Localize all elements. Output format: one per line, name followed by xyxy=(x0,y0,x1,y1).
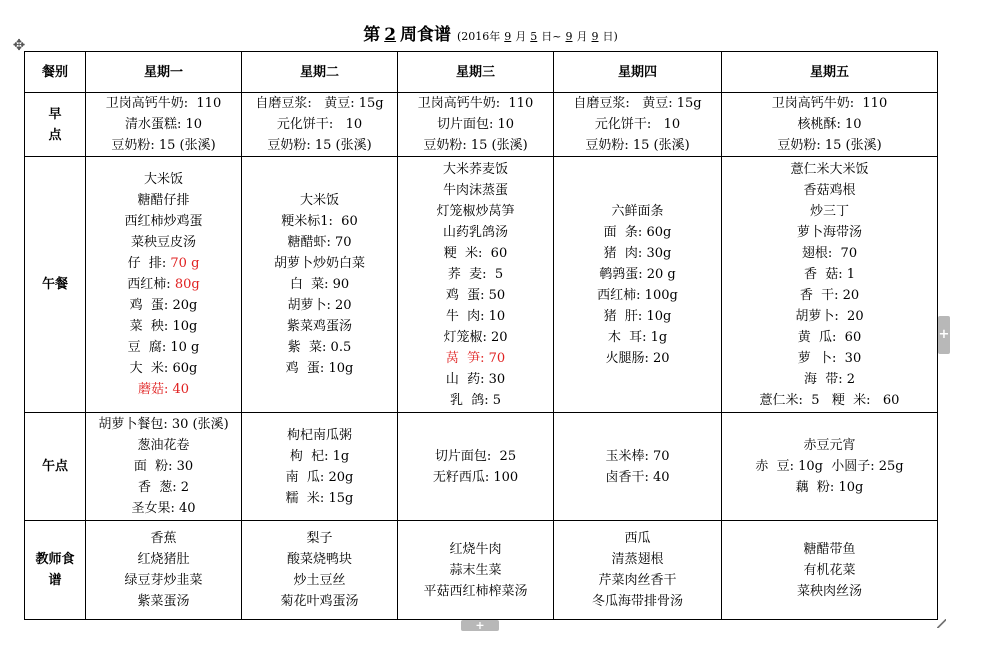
row-label-text: 午餐 xyxy=(41,277,68,292)
menu-item: 豆 腐: 10 g xyxy=(127,340,200,355)
menu-item: 粳米标1: 60 xyxy=(281,214,358,229)
row-label xyxy=(25,93,86,157)
menu-item: 灯笼椒炒莴笋 xyxy=(436,203,515,219)
menu-item: 无籽西瓜: 100 xyxy=(432,469,519,485)
menu-cell[interactable] xyxy=(398,157,554,413)
menu-item: 胡萝卜: 20 xyxy=(795,308,864,324)
add-row-button[interactable] xyxy=(461,620,499,631)
menu-item: 切片面包: 10 xyxy=(436,117,515,132)
menu-item: 南 瓜: 20g xyxy=(285,469,354,485)
menu-item: 卤香干: 40 xyxy=(605,469,670,485)
menu-item: 元化饼干: 10 xyxy=(276,117,363,132)
menu-item: 平菇西红柿榨菜汤 xyxy=(423,583,528,599)
menu-item: 大 米: 60g xyxy=(129,361,198,376)
menu-item: 豆奶粉: 15 (张溪) xyxy=(111,138,216,153)
menu-cell[interactable] xyxy=(86,521,242,620)
menu-item: 薏仁米: 5 粳 米: 60 xyxy=(759,392,900,408)
menu-item: 六鲜面条 xyxy=(611,203,664,219)
plus-icon: + xyxy=(475,619,485,632)
menu-cell[interactable] xyxy=(86,93,242,157)
menu-item: 西瓜 xyxy=(624,531,651,546)
menu-item: 炒三丁 xyxy=(809,203,849,219)
menu-item: 豆奶粉: 15 (张溪) xyxy=(423,138,528,153)
meal-header: 餐别 xyxy=(25,52,86,93)
menu-item: 酸菜烧鸭块 xyxy=(286,552,352,567)
day-header-fri: 星期五 xyxy=(722,52,938,93)
row-lunch xyxy=(25,157,938,413)
menu-item: 卫岗高钙牛奶: 110 xyxy=(105,96,222,111)
end-day-sep: 日) xyxy=(602,30,618,43)
row-label-text: 谱 xyxy=(48,573,62,588)
row-label xyxy=(25,521,86,620)
menu-item: 藕 粉: 10g xyxy=(795,480,864,495)
menu-item: 红烧牛肉 xyxy=(449,541,502,557)
menu-item: 葱油花卷 xyxy=(137,438,190,453)
menu-item: 猪 肉: 30g xyxy=(603,245,672,261)
menu-item: 卫岗高钙牛奶: 110 xyxy=(417,96,534,111)
menu-item: 清蒸翅根 xyxy=(611,552,664,567)
menu-item: 白 菜: 90 xyxy=(289,277,350,292)
menu-item: 鹌鹑蛋: 20 g xyxy=(599,266,676,282)
menu-item: 乳 鸽: 5 xyxy=(449,392,502,408)
menu-item: 山 药: 30 xyxy=(445,371,506,387)
menu-item: 赤 豆: 10g 小圆子: 25g xyxy=(755,459,904,474)
menu-item: 火腿肠: 20 xyxy=(605,350,670,366)
menu-cell[interactable] xyxy=(242,521,398,620)
menu-item: 山药乳鸽汤 xyxy=(442,224,508,240)
menu-item: 紫菜鸡蛋汤 xyxy=(286,319,352,334)
menu-item: 红烧猪肚 xyxy=(137,552,190,567)
menu-item: 荞 麦: 5 xyxy=(447,266,504,282)
menu-cell[interactable] xyxy=(554,157,722,413)
menu-item: 香 葱: 2 xyxy=(137,480,190,495)
header-row xyxy=(25,52,938,93)
menu-cell[interactable] xyxy=(86,157,242,413)
year-label: (2016年 xyxy=(456,30,501,43)
menu-item: 胡萝卜炒奶白菜 xyxy=(273,256,365,271)
menu-item: 菜 秧: 10g xyxy=(129,319,198,334)
menu-item: 薏仁米大米饭 xyxy=(790,161,869,177)
menu-item: 翅根: 70 xyxy=(801,245,858,261)
menu-item: 豆奶粉: 15 (张溪) xyxy=(267,138,372,153)
menu-cell[interactable] xyxy=(398,521,554,620)
menu-item: 有机花菜 xyxy=(803,562,856,578)
row-label xyxy=(25,413,86,521)
menu-item: 胡萝卜: 20 xyxy=(287,298,352,313)
menu-item: 牛肉沫蒸蛋 xyxy=(442,182,508,198)
menu-item: 紫 菜: 0.5 xyxy=(287,340,352,355)
menu-cell[interactable] xyxy=(398,93,554,157)
menu-item: 西红柿: 100g xyxy=(597,287,678,303)
menu-item: 猪 肝: 10g xyxy=(603,308,672,324)
start-month: 9 xyxy=(504,30,512,43)
menu-item: 核桃酥: 10 xyxy=(797,117,862,132)
menu-cell[interactable] xyxy=(554,413,722,521)
menu-item: 大米荞麦饭 xyxy=(442,161,508,177)
menu-item: 黄 瓜: 60 xyxy=(797,329,862,345)
menu-item: 自磨豆浆: 黄豆: 15g xyxy=(573,96,702,111)
menu-item: 莴 笋: 70 xyxy=(445,350,506,366)
menu-cell[interactable] xyxy=(242,157,398,413)
day-header-tue: 星期二 xyxy=(242,52,398,93)
menu-item: 菜秧肉丝汤 xyxy=(796,583,862,599)
menu-item: 仔 排: 70 g xyxy=(127,256,200,271)
menu-item: 菊花叶鸡蛋汤 xyxy=(280,594,359,609)
menu-cell[interactable] xyxy=(554,93,722,157)
row-label-text: 点 xyxy=(48,127,62,143)
end-day: 9 xyxy=(591,30,599,43)
menu-cell[interactable] xyxy=(722,521,938,620)
menu-item: 鸡 蛋: 20g xyxy=(129,298,198,313)
start-day-sep: 日~ xyxy=(541,30,562,43)
menu-item: 元化饼干: 10 xyxy=(594,117,681,132)
menu-item: 鸡 蛋: 10g xyxy=(285,361,354,376)
menu-item: 大米饭 xyxy=(143,172,183,187)
menu-cell[interactable] xyxy=(242,93,398,157)
menu-item: 冬瓜海带排骨汤 xyxy=(591,594,683,609)
menu-item: 粳 米: 60 xyxy=(443,245,508,261)
plus-icon: + xyxy=(938,327,950,342)
date-range xyxy=(457,30,618,43)
menu-item: 萝卜海带汤 xyxy=(796,224,862,240)
start-day: 5 xyxy=(530,30,538,43)
menu-item: 海 带: 2 xyxy=(803,371,856,387)
menu-item: 木 耳: 1g xyxy=(607,329,668,345)
move-arrows-icon[interactable]: ✥ xyxy=(12,36,26,54)
title-prefix: 第 xyxy=(363,25,381,45)
menu-item: 鸡 蛋: 50 xyxy=(445,287,506,303)
page-title xyxy=(0,20,981,45)
menu-item: 梨子 xyxy=(306,531,333,546)
menu-item: 胡萝卜餐包: 30 (张溪) xyxy=(98,417,229,432)
menu-cell[interactable] xyxy=(722,157,938,413)
menu-cell[interactable] xyxy=(722,93,938,157)
menu-item: 枸杞南瓜粥 xyxy=(286,427,352,443)
menu-cell[interactable] xyxy=(86,413,242,521)
menu-item: 清水蛋糕: 10 xyxy=(124,117,203,132)
menu-item: 枸 杞: 1g xyxy=(289,448,350,464)
menu-item: 香蕉 xyxy=(150,531,177,546)
menu-item: 糖醋虾: 70 xyxy=(287,235,352,250)
menu-item: 绿豆芽炒韭菜 xyxy=(124,573,203,588)
title-suffix: 周食谱 xyxy=(400,25,452,45)
menu-cell[interactable] xyxy=(554,521,722,620)
menu-item: 自磨豆浆: 黄豆: 15g xyxy=(255,96,384,111)
menu-item: 切片面包: 25 xyxy=(434,448,517,464)
menu-item: 蒜末生菜 xyxy=(449,562,502,578)
end-month: 9 xyxy=(565,30,573,43)
menu-item: 西红柿炒鸡蛋 xyxy=(124,214,203,229)
day-header-mon: 星期一 xyxy=(86,52,242,93)
menu-cell[interactable] xyxy=(722,413,938,521)
menu-item: 卫岗高钙牛奶: 110 xyxy=(771,96,888,111)
menu-item: 面 粉: 30 xyxy=(133,459,194,474)
row-teacher xyxy=(25,521,938,620)
add-column-button[interactable] xyxy=(938,316,950,354)
menu-item: 糖醋仔排 xyxy=(137,193,190,208)
menu-item: 西红柿: 80g xyxy=(127,277,200,292)
menu-item: 圣女果: 40 xyxy=(131,501,196,516)
row-label xyxy=(25,157,86,413)
menu-item: 豆奶粉: 15 (张溪) xyxy=(585,138,690,153)
menu-item: 芹菜肉丝香干 xyxy=(598,573,677,588)
day-header-wed: 星期三 xyxy=(398,52,554,93)
resize-corner-icon[interactable] xyxy=(937,619,946,628)
menu-item: 大米饭 xyxy=(299,193,339,208)
menu-item: 糖醋带鱼 xyxy=(803,541,856,557)
menu-item: 萝 卜: 30 xyxy=(797,350,862,366)
menu-item: 赤豆元宵 xyxy=(803,438,856,453)
menu-item: 紫菜蛋汤 xyxy=(137,594,190,609)
menu-item: 糯 米: 15g xyxy=(285,490,354,506)
menu-table xyxy=(24,51,938,620)
highlight-value: 80g xyxy=(174,277,200,292)
menu-item: 香 菇: 1 xyxy=(803,266,856,282)
end-month-sep: 月 xyxy=(576,30,588,43)
row-breakfast xyxy=(25,93,938,157)
menu-item: 玉米棒: 70 xyxy=(605,448,670,464)
menu-item: 豆奶粉: 15 (张溪) xyxy=(777,138,882,153)
menu-item: 灯笼椒: 20 xyxy=(443,329,508,345)
start-month-sep: 月 xyxy=(515,30,527,43)
menu-item: 菜秧豆皮汤 xyxy=(130,235,196,250)
row-label-text: 教师食 xyxy=(35,552,75,567)
menu-item: 香 干: 20 xyxy=(799,287,860,303)
menu-item: 蘑菇: 40 xyxy=(137,382,190,397)
row-label-text: 早 xyxy=(48,106,62,122)
menu-item: 牛 肉: 10 xyxy=(445,308,506,324)
day-header-thu: 星期四 xyxy=(554,52,722,93)
row-snack xyxy=(25,413,938,521)
menu-cell[interactable] xyxy=(398,413,554,521)
week-number: 2 xyxy=(384,25,397,45)
menu-item: 炒土豆丝 xyxy=(293,573,346,588)
menu-item: 面 条: 60g xyxy=(603,224,672,240)
menu-cell[interactable] xyxy=(242,413,398,521)
row-label-text: 午点 xyxy=(41,459,68,474)
menu-item: 香菇鸡根 xyxy=(803,182,856,198)
highlight-value: 70 g xyxy=(170,256,200,271)
